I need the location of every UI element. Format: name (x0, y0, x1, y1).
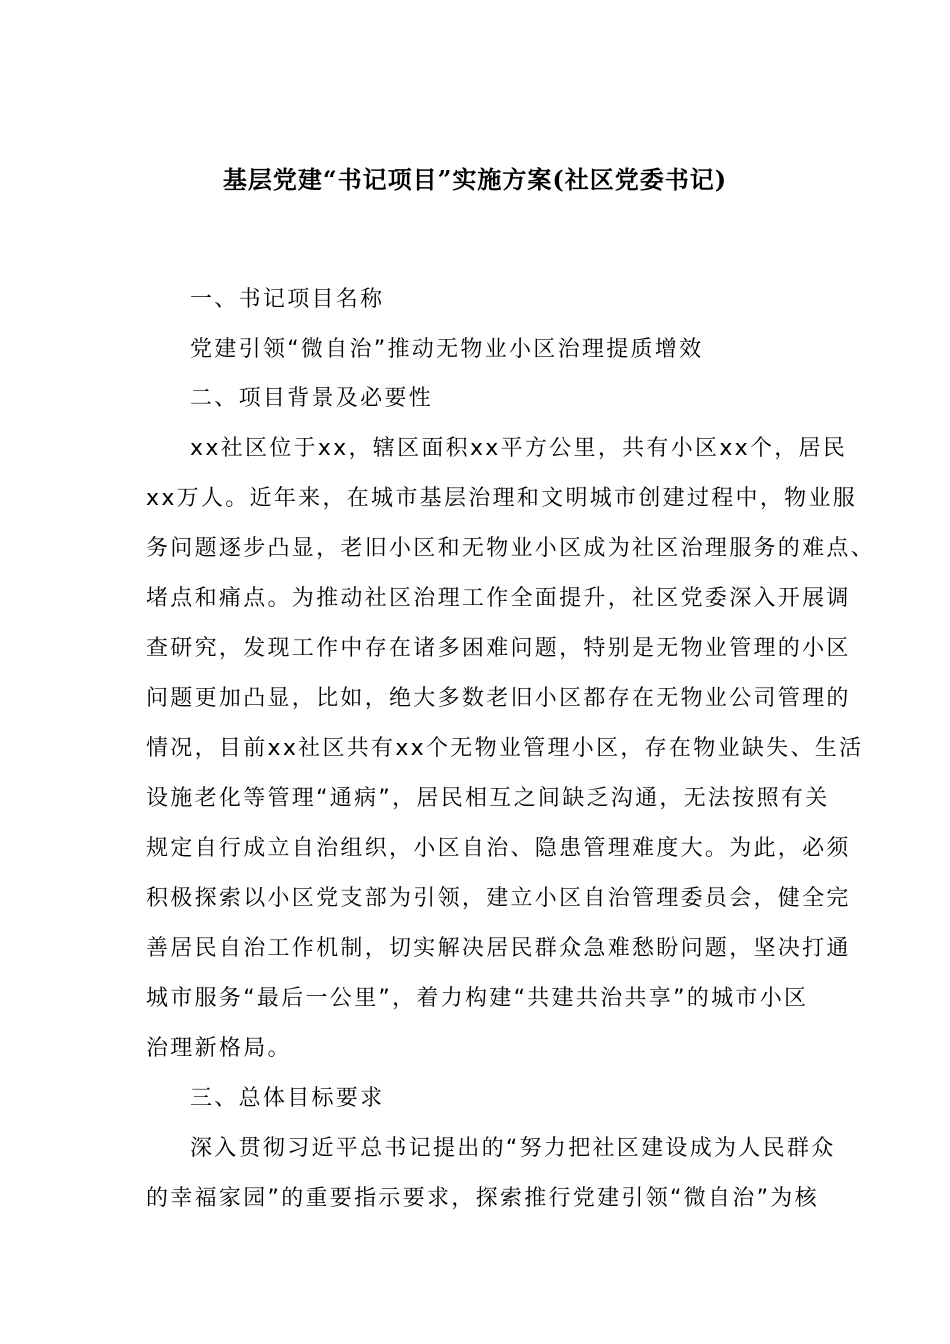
background-line: 查研究，发现工作中存在诸多困难问题，特别是无物业管理的小区 (146, 636, 851, 661)
background-line: 问题更加凸显，比如，绝大多数老旧小区都存在无物业公司管理的 (146, 686, 851, 711)
section-heading-1: 一、书记项目名称 (190, 287, 385, 312)
section-heading-3: 三、总体目标要求 (190, 1086, 385, 1111)
background-line: 善居民自治工作机制，切实解决居民群众急难愁盼问题，坚决打通 (146, 936, 851, 961)
background-line: 治理新格局。 (146, 1036, 292, 1061)
background-line: xx万人。近年来，在城市基层治理和文明城市创建过程中，物业服 (146, 486, 858, 511)
background-line: 规定自行成立自治组织，小区自治、隐患管理难度大。为此，必须 (146, 836, 851, 861)
background-line: 务问题逐步凸显，老旧小区和无物业小区成为社区治理服务的难点、 (146, 536, 876, 561)
background-line: 情况，目前xx社区共有xx个无物业管理小区，存在物业缺失、生活 (146, 736, 864, 761)
background-line: 城市服务“最后一公里”，着力构建“共建共治共享”的城市小区 (146, 986, 809, 1011)
section-heading-2: 二、项目背景及必要性 (190, 386, 434, 411)
background-line: 设施老化等管理“通病”，居民相互之间缺乏沟通，无法按照有关 (146, 786, 830, 811)
background-line: 堵点和痛点。为推动社区治理工作全面提升，社区党委深入开展调 (146, 586, 851, 611)
background-line: 积极探索以小区党支部为引领，建立小区自治管理委员会，健全完 (146, 886, 851, 911)
background-line: xx社区位于xx，辖区面积xx平方公里，共有小区xx个，居民 (190, 436, 848, 461)
goal-line: 深入贯彻习近平总书记提出的“努力把社区建设成为人民群众 (190, 1136, 836, 1161)
goal-line: 的幸福家园”的重要指示要求，探索推行党建引领“微自治”为核 (146, 1186, 819, 1211)
document-title: 基层党建“书记项目”实施方案(社区党委书记) (222, 165, 728, 194)
project-name: 党建引领“微自治”推动无物业小区治理提质增效 (190, 337, 704, 362)
